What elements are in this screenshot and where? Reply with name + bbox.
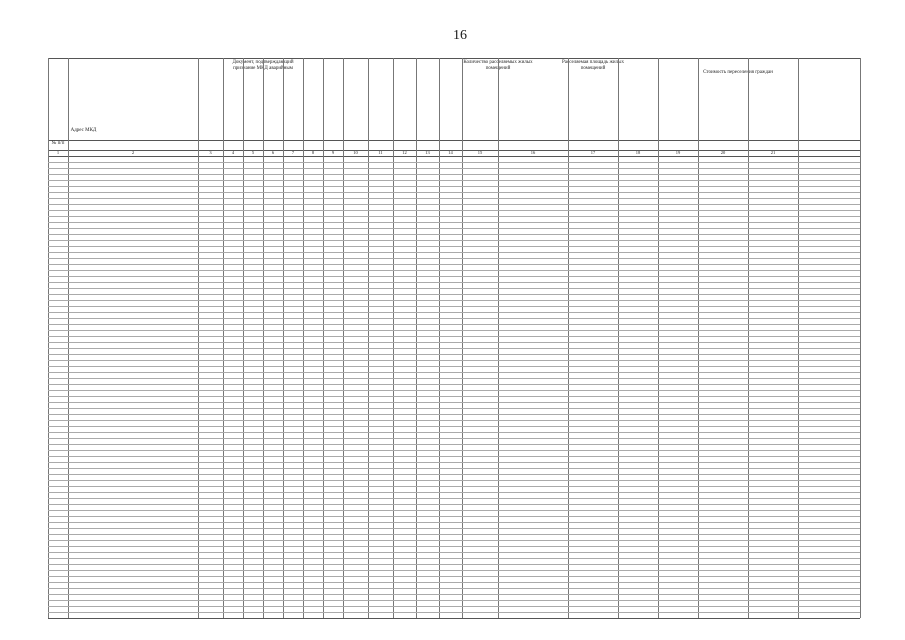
row-rule	[48, 564, 860, 565]
col-num-label: № п/п	[51, 141, 65, 146]
row-rule	[48, 282, 860, 283]
row-rule	[48, 606, 860, 607]
column-number: 2	[131, 150, 135, 155]
row-rule	[48, 504, 860, 505]
row-rule	[48, 402, 860, 403]
row-rule	[48, 318, 860, 319]
column-number: 10	[353, 150, 358, 155]
row-rule	[48, 300, 860, 301]
row-rule	[48, 612, 860, 613]
row-rule	[48, 456, 860, 457]
column-number: 14	[448, 150, 453, 155]
row-rule	[48, 540, 860, 541]
row-rule	[48, 396, 860, 397]
row-rule	[48, 264, 860, 265]
row-rule	[48, 600, 860, 601]
row-rule	[48, 444, 860, 445]
row-rule	[48, 294, 860, 295]
data-table-sheet	[48, 58, 860, 618]
row-rule	[48, 330, 860, 331]
row-rule	[48, 192, 860, 193]
column-number: 9	[331, 150, 335, 155]
row-rule	[48, 480, 860, 481]
row-rule	[48, 246, 860, 247]
row-rule	[48, 336, 860, 337]
column-number: 15	[477, 150, 483, 155]
row-rule	[48, 552, 860, 553]
row-rule	[48, 492, 860, 493]
row-rule	[48, 576, 860, 577]
column-number: 7	[291, 150, 295, 155]
row-rule	[48, 582, 860, 583]
row-rule	[48, 372, 860, 373]
row-rule	[48, 270, 860, 271]
row-rule	[48, 510, 860, 511]
row-rule	[48, 570, 860, 571]
row-rule	[48, 450, 860, 451]
row-rule	[48, 486, 860, 487]
row-rule	[48, 222, 860, 223]
row-rule	[48, 360, 860, 361]
row-rule	[48, 174, 860, 175]
row-rule	[48, 516, 860, 517]
row-rule	[48, 528, 860, 529]
row-rule	[48, 306, 860, 307]
row-rule	[48, 432, 860, 433]
row-rule	[48, 324, 860, 325]
row-rule	[48, 234, 860, 235]
cost-header: Стоимость переселения граждан	[703, 70, 773, 75]
row-rule	[48, 216, 860, 217]
resettled-count-header: Количество расселяемых жилых помещений	[463, 60, 533, 71]
row-rule	[48, 252, 860, 253]
column-number: 21	[770, 150, 776, 155]
row-rule	[48, 288, 860, 289]
row-rule	[48, 378, 860, 379]
row-rule	[48, 522, 860, 523]
column-number: 5	[251, 150, 255, 155]
row-rule	[48, 198, 860, 199]
column-number: 20	[720, 150, 726, 155]
row-rule	[48, 228, 860, 229]
row-rule	[48, 588, 860, 589]
row-rule	[48, 474, 860, 475]
address-header: Адрес МКД	[70, 128, 97, 133]
column-number: 16	[530, 150, 536, 155]
row-rule	[48, 384, 860, 385]
row-rule	[48, 498, 860, 499]
row-rule	[48, 426, 860, 427]
row-rule	[48, 558, 860, 559]
row-rule	[48, 180, 860, 181]
row-rule	[48, 438, 860, 439]
row-rule	[48, 468, 860, 469]
column-number: 17	[590, 150, 596, 155]
row-rule	[48, 414, 860, 415]
row-rule	[48, 390, 860, 391]
column-number: 18	[635, 150, 641, 155]
row-rule	[48, 204, 860, 205]
column-rule	[860, 58, 861, 618]
column-number: 19	[675, 150, 681, 155]
row-rule	[48, 186, 860, 187]
row-rule	[48, 312, 860, 313]
column-number: 11	[378, 150, 383, 155]
row-rule	[48, 210, 860, 211]
row-rule	[48, 258, 860, 259]
row-rule	[48, 162, 860, 163]
page-number: 16	[453, 28, 467, 43]
row-rule	[48, 420, 860, 421]
row-rule	[48, 354, 860, 355]
resettled-area-header: Расселяемая площадь жилых помещений	[562, 60, 624, 71]
row-rule	[48, 594, 860, 595]
row-rule	[48, 366, 860, 367]
column-number: 13	[425, 150, 430, 155]
row-rule	[48, 462, 860, 463]
row-rule	[48, 168, 860, 169]
row-rule	[48, 546, 860, 547]
row-rule	[48, 408, 860, 409]
column-number: 1	[56, 150, 60, 155]
row-rule	[48, 342, 860, 343]
column-number: 3	[209, 150, 212, 155]
row-rule	[48, 534, 860, 535]
document-header: Документ, подтверждающий признание МКД аварийным	[232, 60, 294, 71]
row-rule	[48, 348, 860, 349]
row-rule	[48, 240, 860, 241]
column-number: 4	[231, 150, 235, 155]
row-rule	[48, 276, 860, 277]
column-number: 8	[311, 150, 315, 155]
column-number: 6	[271, 150, 275, 155]
column-number: 12	[402, 150, 407, 155]
